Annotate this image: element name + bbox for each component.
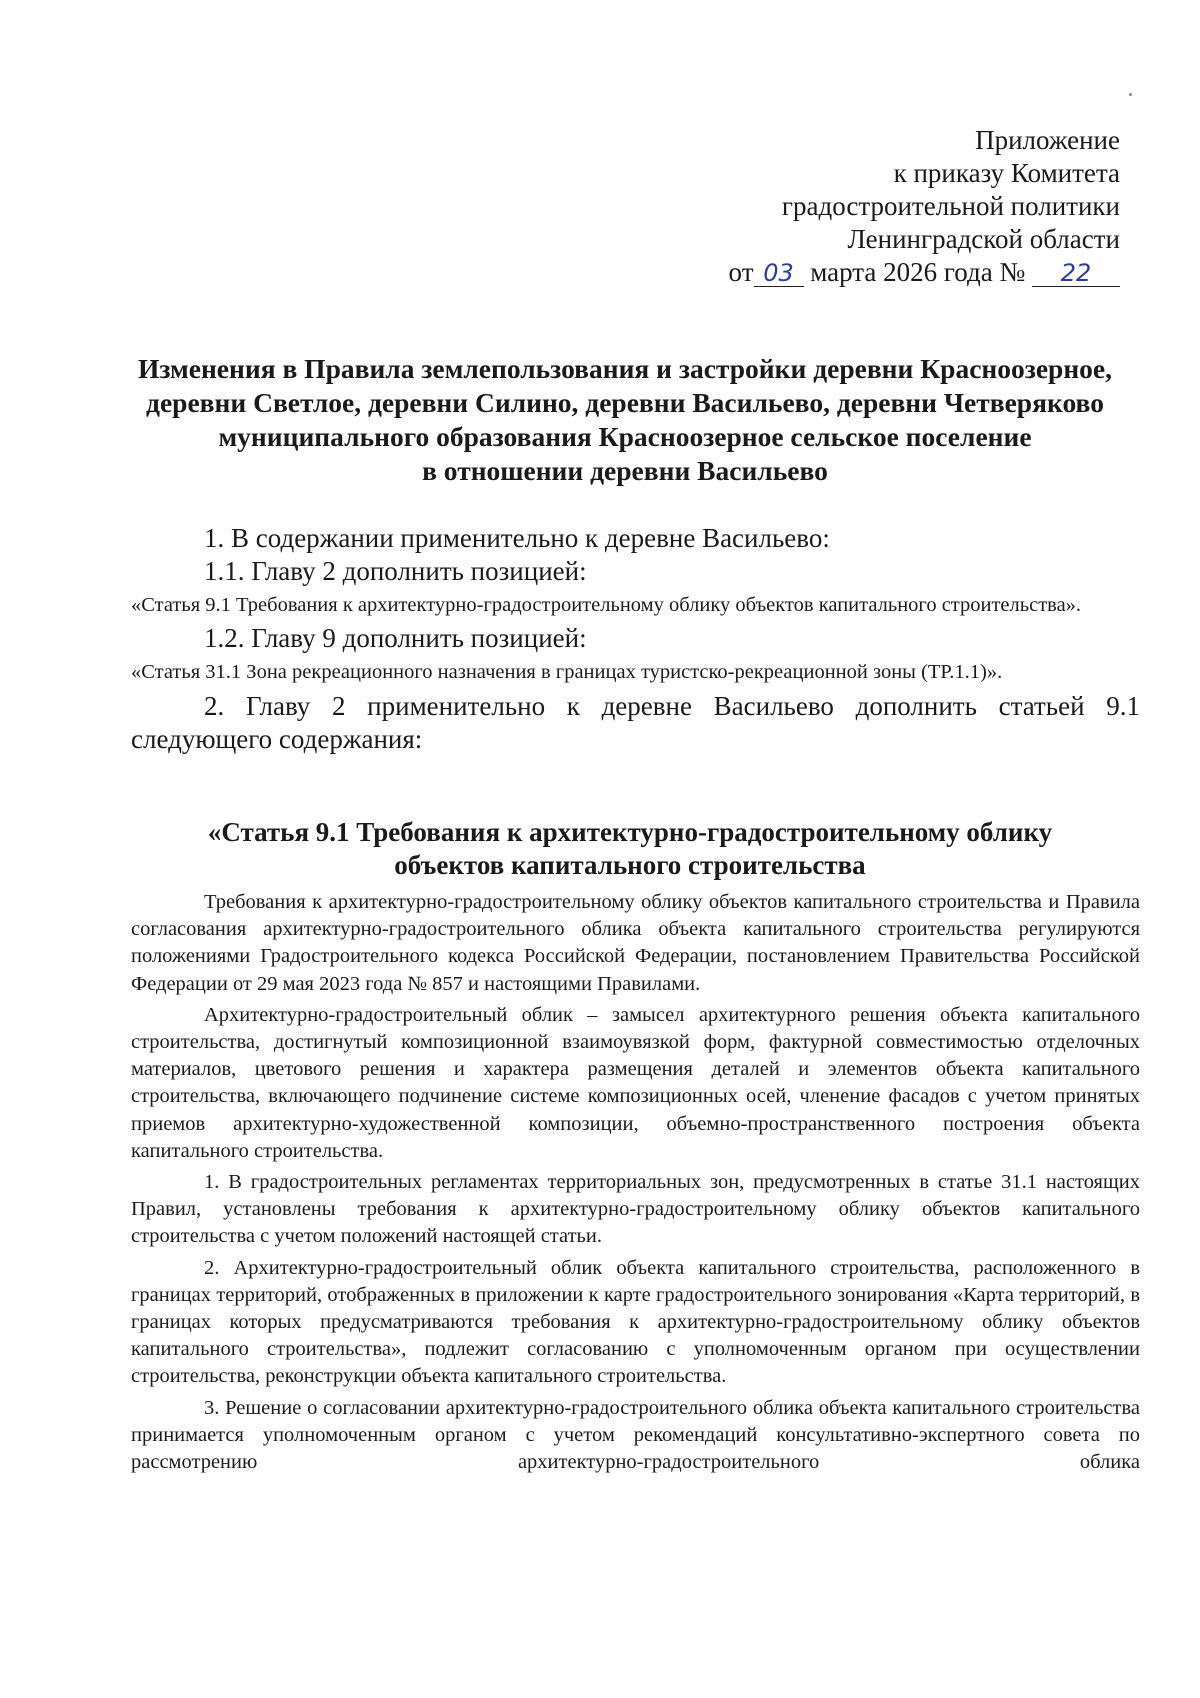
article-title-line-1: «Статья 9.1 Требования к архитектурно-градостроительному облику (207, 817, 1053, 847)
article-paragraph: 1. В градостроительных регламентах территориальных зон, предусмотренных в статье 31.1 настоящих Правил, установлены требования к архитектурно-градостроительному облику объектов капитального строительства с учетом положений настоящей статьи. (131, 1171, 1140, 1248)
order-number-field (1032, 259, 1120, 287)
article-body (131, 889, 1140, 1480)
appendix-line-2: к приказу Комитета (893, 158, 1120, 188)
item-1-1-text: «Статья 9.1 Требования к архитектурно-градостроительному облику объектов капитального строительства». (131, 594, 1082, 616)
item-1-2: 1.2. Главу 9 дополнить позицией: (204, 623, 587, 653)
article-paragraph: Архитектурно-градостроительный облик – замысел архитектурного решения объекта капитального строительства, достигнутый композиционной взаимоувязкой форм, фактурной совместимостью отделочных материалов, цветового решения и характера размещения деталей и элементов объекта капитального строительства, включающего подчинение системе композиционных осей, членение фасадов с учетом принятых приемов архитектурно-художественной композиции, объемно-пространственного построения объекта капитального строительства. (131, 1003, 1140, 1162)
appendix-date-line (729, 256, 1120, 289)
date-day-field (754, 259, 804, 287)
article-paragraph: 2. Архитектурно-градостроительный облик объекта капитального строительства, расположенного в границах территорий, отображенных в приложении к карте градостроительного зонирования «Карта территорий, в границах которых предусматриваются требования к архитектурно-градостроительному облику объектов капитального строительства», подлежит согласованию с уполномоченным органом при осуществлении строительства, реконструкции объекта капитального строительства. (131, 1256, 1140, 1388)
items-block (131, 522, 1140, 756)
item-1: 1. В содержании применительно к деревне Васильево: (204, 523, 830, 553)
scan-dot (1129, 93, 1132, 96)
order-number-handwritten: 22 (1060, 259, 1092, 287)
date-day-handwritten: 03 (763, 259, 794, 287)
item-1-2-text: «Статья 31.1 Зона рекреационного назначения в границах туристско-рекреационной зоны (ТР.1.1)». (131, 661, 1003, 683)
item-1-1: 1.1. Главу 2 дополнить позицией: (204, 556, 587, 586)
date-prefix: от (728, 257, 754, 287)
title-line-3: муниципального образования Красноозерное сельское поселение (218, 421, 1032, 452)
appendix-line-4: Ленинградской области (847, 224, 1120, 254)
appendix-line-3: градостроительной политики (781, 191, 1120, 221)
appendix-block (729, 124, 1120, 289)
article-title-line-2: объектов капитального строительства (394, 850, 866, 880)
date-middle: марта 2026 года № (810, 257, 1026, 287)
title-line-4: в отношении деревни Васильево (422, 455, 828, 486)
document-title (110, 352, 1140, 488)
article-title (120, 816, 1140, 882)
article-paragraph: 3. Решение о согласовании архитектурно-градостроительного облика объекта капитального строительства принимается уполномоченным органом с учетом рекомендаций консультативно-экспертного совета по рассмотрению архитектурно-градостроительного облика (131, 1396, 1140, 1474)
title-line-2: деревни Светлое, деревни Силино, деревни Васильево, деревни Четверяково (146, 387, 1104, 418)
title-line-1: Изменения в Правила землепользования и застройки деревни Красноозерное, (137, 353, 1113, 384)
item-2: 2. Главу 2 применительно к деревне Васильево дополнить статьей 9.1 следующего содержания: (131, 691, 1140, 754)
article-paragraph: Требования к архитектурно-градостроительному облику объектов капитального строительства и Правила согласования архитектурно-градостроительного облика объекта капитального строительства регулируются положениями Градостроительного кодекса Российской Федерации, постановлением Правительства Российской Федерации от 29 мая 2023 года № 857 и настоящими Правилами. (131, 891, 1140, 995)
appendix-line-1: Приложение (975, 125, 1120, 155)
